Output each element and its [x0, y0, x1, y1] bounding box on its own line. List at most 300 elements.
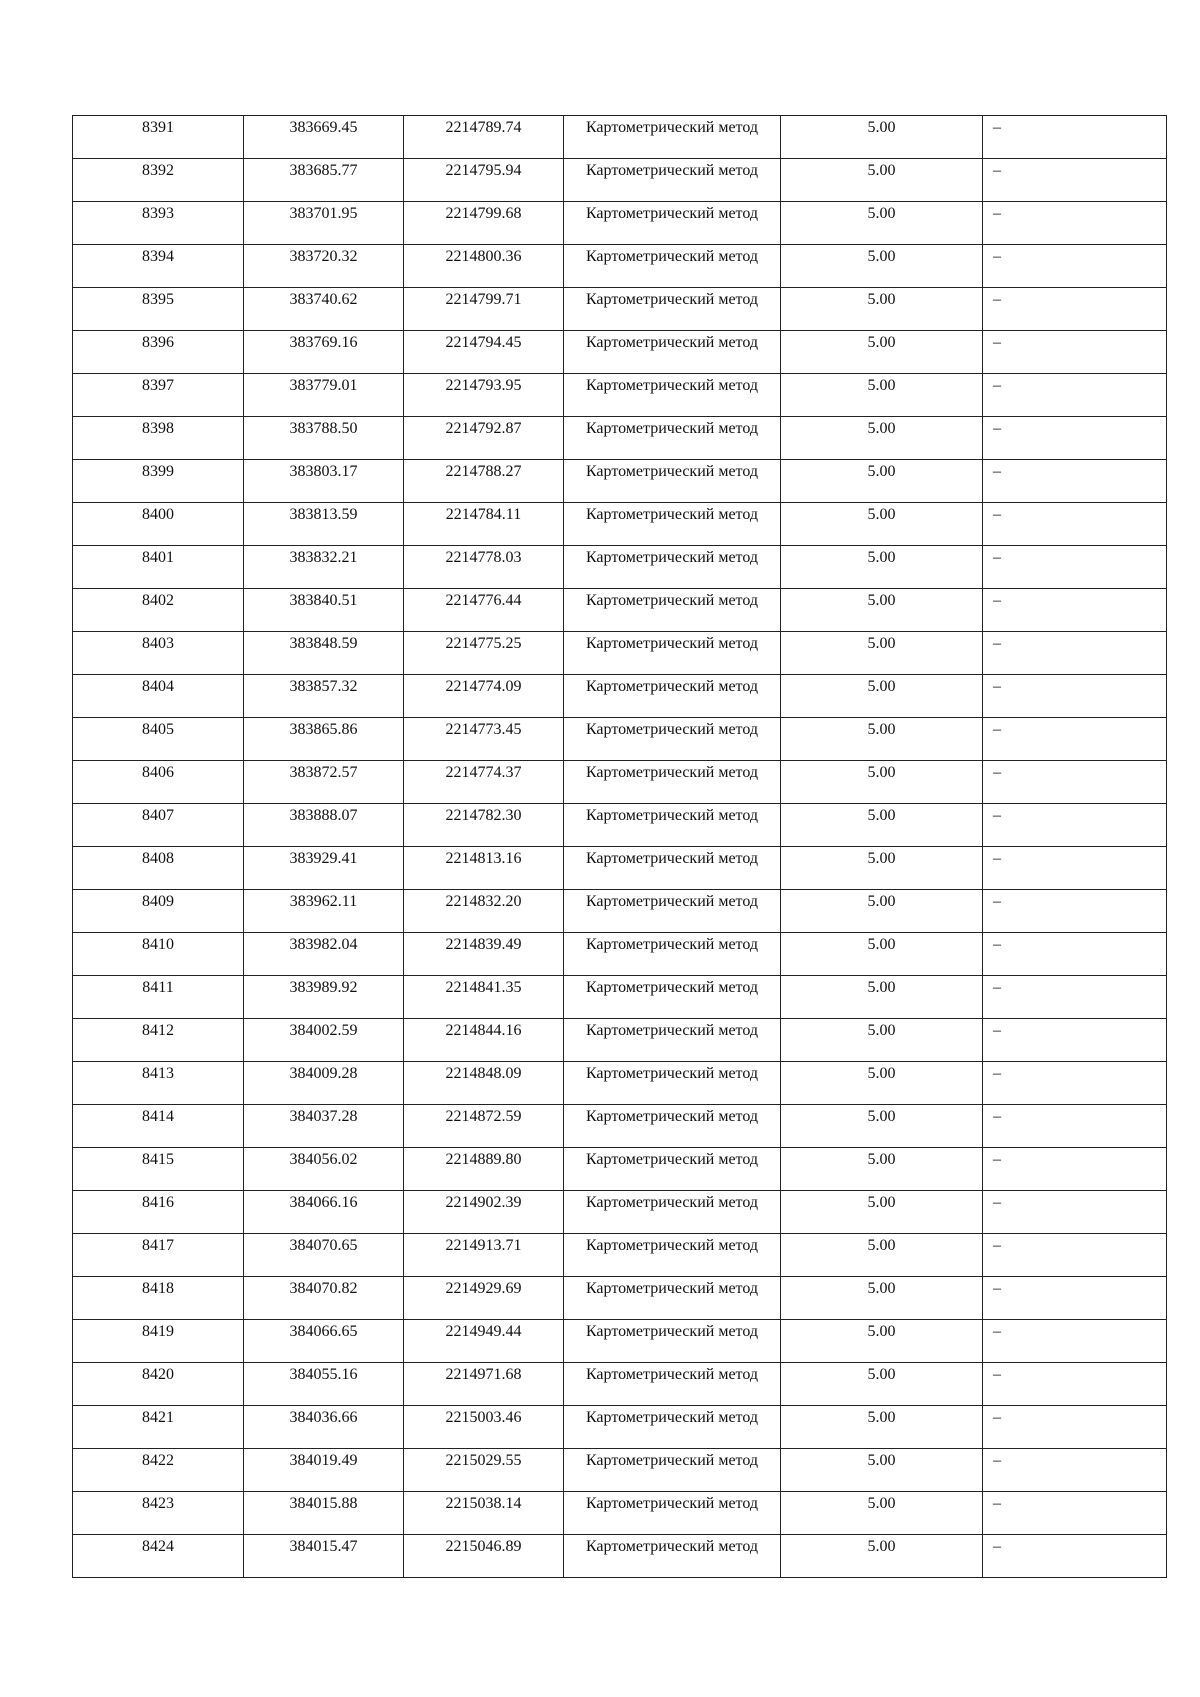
method-cell	[564, 202, 781, 245]
x-coordinate-cell-text: 383962.11	[289, 893, 358, 910]
x-coordinate-cell	[244, 245, 404, 288]
table-row	[73, 1492, 1167, 1535]
accuracy-cell-text: 5.00	[867, 377, 896, 394]
point-number-cell	[73, 1191, 244, 1234]
y-coordinate-cell-text: 2214784.11	[445, 506, 522, 523]
x-coordinate-cell-text: 383848.59	[289, 635, 358, 652]
point-number-cell-text: 8396	[142, 334, 174, 351]
y-coordinate-cell-text: 2214773.45	[445, 721, 522, 738]
accuracy-cell-text: 5.00	[867, 1108, 896, 1125]
method-cell	[564, 1492, 781, 1535]
y-coordinate-cell-text: 2214795.94	[445, 162, 522, 179]
x-coordinate-cell	[244, 804, 404, 847]
table-row	[73, 159, 1167, 202]
y-coordinate-cell	[404, 1277, 564, 1320]
x-coordinate-cell-text: 383989.92	[289, 979, 358, 996]
method-cell	[564, 675, 781, 718]
point-number-cell	[73, 1406, 244, 1449]
accuracy-cell	[781, 1492, 983, 1535]
method-cell-text: Картометрический метод	[585, 1065, 759, 1082]
note-cell-text: –	[993, 1452, 1001, 1469]
note-cell-text: –	[993, 850, 1001, 867]
table-row	[73, 847, 1167, 890]
method-cell-text: Картометрический метод	[585, 1366, 759, 1383]
point-number-cell	[73, 1320, 244, 1363]
x-coordinate-cell	[244, 546, 404, 589]
y-coordinate-cell	[404, 1492, 564, 1535]
point-number-cell-text: 8402	[142, 592, 174, 609]
y-coordinate-cell	[404, 1406, 564, 1449]
method-cell-text: Картометрический метод	[585, 248, 759, 265]
y-coordinate-cell	[404, 460, 564, 503]
x-coordinate-cell	[244, 1277, 404, 1320]
method-cell-text: Картометрический метод	[585, 1194, 759, 1211]
method-cell-text: Картометрический метод	[585, 893, 759, 910]
y-coordinate-cell	[404, 976, 564, 1019]
y-coordinate-cell	[404, 589, 564, 632]
note-cell	[983, 718, 1167, 761]
y-coordinate-cell-text: 2214813.16	[445, 850, 522, 867]
method-cell-text: Картометрический метод	[585, 635, 759, 652]
accuracy-cell	[781, 847, 983, 890]
accuracy-cell	[781, 1406, 983, 1449]
point-number-cell-text: 8421	[142, 1409, 174, 1426]
point-number-cell	[73, 202, 244, 245]
point-number-cell	[73, 288, 244, 331]
accuracy-cell-text: 5.00	[867, 463, 896, 480]
x-coordinate-cell-text: 383740.62	[289, 291, 358, 308]
point-number-cell-text: 8414	[142, 1108, 174, 1125]
note-cell	[983, 1105, 1167, 1148]
note-cell-text: –	[993, 807, 1001, 824]
point-number-cell-text: 8419	[142, 1323, 174, 1340]
y-coordinate-cell-text: 2214774.37	[445, 764, 522, 781]
table-row	[73, 632, 1167, 675]
point-number-cell	[73, 1277, 244, 1320]
method-cell-text: Картометрический метод	[585, 549, 759, 566]
table-row	[73, 1062, 1167, 1105]
table-row	[73, 546, 1167, 589]
point-number-cell	[73, 1492, 244, 1535]
accuracy-cell	[781, 1449, 983, 1492]
y-coordinate-cell	[404, 1019, 564, 1062]
method-cell	[564, 1320, 781, 1363]
point-number-cell	[73, 589, 244, 632]
note-cell	[983, 417, 1167, 460]
point-number-cell-text: 8408	[142, 850, 174, 867]
accuracy-cell	[781, 1019, 983, 1062]
note-cell	[983, 589, 1167, 632]
method-cell-text: Картометрический метод	[585, 162, 759, 179]
table-row	[73, 1406, 1167, 1449]
x-coordinate-cell	[244, 1406, 404, 1449]
y-coordinate-cell-text: 2214792.87	[445, 420, 522, 437]
point-number-cell-text: 8417	[142, 1237, 174, 1254]
method-cell	[564, 847, 781, 890]
accuracy-cell	[781, 503, 983, 546]
method-cell	[564, 159, 781, 202]
table-row	[73, 890, 1167, 933]
accuracy-cell	[781, 245, 983, 288]
y-coordinate-cell	[404, 503, 564, 546]
point-number-cell-text: 8403	[142, 635, 174, 652]
method-cell	[564, 1062, 781, 1105]
y-coordinate-cell	[404, 1535, 564, 1578]
y-coordinate-cell-text: 2214902.39	[445, 1194, 522, 1211]
table-row	[73, 1320, 1167, 1363]
accuracy-cell-text: 5.00	[867, 1280, 896, 1297]
accuracy-cell	[781, 288, 983, 331]
note-cell-text: –	[993, 506, 1001, 523]
x-coordinate-cell	[244, 1320, 404, 1363]
accuracy-cell	[781, 589, 983, 632]
accuracy-cell-text: 5.00	[867, 807, 896, 824]
x-coordinate-cell	[244, 1492, 404, 1535]
x-coordinate-cell-text: 384066.65	[289, 1323, 358, 1340]
y-coordinate-cell	[404, 761, 564, 804]
y-coordinate-cell-text: 2214971.68	[445, 1366, 522, 1383]
accuracy-cell	[781, 417, 983, 460]
y-coordinate-cell	[404, 1062, 564, 1105]
table-row	[73, 976, 1167, 1019]
accuracy-cell-text: 5.00	[867, 1194, 896, 1211]
note-cell	[983, 933, 1167, 976]
point-number-cell	[73, 761, 244, 804]
method-cell	[564, 503, 781, 546]
y-coordinate-cell-text: 2214789.74	[445, 119, 522, 136]
table-row	[73, 1148, 1167, 1191]
point-number-cell-text: 8397	[142, 377, 174, 394]
accuracy-cell-text: 5.00	[867, 936, 896, 953]
y-coordinate-cell-text: 2214774.09	[445, 678, 522, 695]
point-number-cell	[73, 675, 244, 718]
point-number-cell	[73, 116, 244, 159]
method-cell	[564, 245, 781, 288]
point-number-cell	[73, 1105, 244, 1148]
accuracy-cell-text: 5.00	[867, 1237, 896, 1254]
x-coordinate-cell	[244, 847, 404, 890]
note-cell-text: –	[993, 1065, 1001, 1082]
accuracy-cell	[781, 890, 983, 933]
method-cell-text: Картометрический метод	[585, 1409, 759, 1426]
coordinates-table-body	[73, 116, 1167, 1578]
note-cell-text: –	[993, 764, 1001, 781]
accuracy-cell	[781, 159, 983, 202]
point-number-cell	[73, 1449, 244, 1492]
point-number-cell-text: 8418	[142, 1280, 174, 1297]
x-coordinate-cell	[244, 718, 404, 761]
point-number-cell	[73, 1535, 244, 1578]
note-cell-text: –	[993, 1108, 1001, 1125]
y-coordinate-cell	[404, 1363, 564, 1406]
note-cell	[983, 245, 1167, 288]
note-cell	[983, 1363, 1167, 1406]
method-cell-text: Картометрический метод	[585, 506, 759, 523]
table-row	[73, 1019, 1167, 1062]
note-cell	[983, 804, 1167, 847]
method-cell	[564, 116, 781, 159]
point-number-cell	[73, 374, 244, 417]
point-number-cell	[73, 159, 244, 202]
x-coordinate-cell-text: 384070.82	[289, 1280, 358, 1297]
note-cell-text: –	[993, 1022, 1001, 1039]
method-cell-text: Картометрический метод	[585, 979, 759, 996]
accuracy-cell-text: 5.00	[867, 334, 896, 351]
note-cell	[983, 116, 1167, 159]
method-cell	[564, 718, 781, 761]
table-row	[73, 1535, 1167, 1578]
note-cell-text: –	[993, 1194, 1001, 1211]
note-cell	[983, 288, 1167, 331]
note-cell	[983, 503, 1167, 546]
note-cell	[983, 1320, 1167, 1363]
accuracy-cell-text: 5.00	[867, 592, 896, 609]
accuracy-cell	[781, 546, 983, 589]
note-cell-text: –	[993, 291, 1001, 308]
note-cell-text: –	[993, 1237, 1001, 1254]
accuracy-cell-text: 5.00	[867, 1409, 896, 1426]
table-row	[73, 933, 1167, 976]
note-cell-text: –	[993, 205, 1001, 222]
note-cell-text: –	[993, 549, 1001, 566]
table-row	[73, 202, 1167, 245]
method-cell	[564, 804, 781, 847]
y-coordinate-cell	[404, 1148, 564, 1191]
y-coordinate-cell	[404, 804, 564, 847]
x-coordinate-cell	[244, 1105, 404, 1148]
y-coordinate-cell	[404, 417, 564, 460]
x-coordinate-cell-text: 383685.77	[289, 162, 358, 179]
note-cell-text: –	[993, 1538, 1001, 1555]
x-coordinate-cell	[244, 1535, 404, 1578]
y-coordinate-cell	[404, 847, 564, 890]
point-number-cell	[73, 460, 244, 503]
accuracy-cell	[781, 632, 983, 675]
note-cell-text: –	[993, 893, 1001, 910]
point-number-cell-text: 8399	[142, 463, 174, 480]
accuracy-cell	[781, 1148, 983, 1191]
note-cell	[983, 159, 1167, 202]
point-number-cell	[73, 804, 244, 847]
method-cell	[564, 1363, 781, 1406]
y-coordinate-cell	[404, 202, 564, 245]
y-coordinate-cell-text: 2214929.69	[445, 1280, 522, 1297]
document-page	[72, 115, 1150, 1578]
x-coordinate-cell	[244, 374, 404, 417]
x-coordinate-cell-text: 384070.65	[289, 1237, 358, 1254]
method-cell-text: Картометрический метод	[585, 205, 759, 222]
point-number-cell-text: 8407	[142, 807, 174, 824]
method-cell	[564, 417, 781, 460]
method-cell	[564, 1406, 781, 1449]
point-number-cell-text: 8420	[142, 1366, 174, 1383]
accuracy-cell-text: 5.00	[867, 162, 896, 179]
x-coordinate-cell-text: 384037.28	[289, 1108, 358, 1125]
table-row	[73, 718, 1167, 761]
method-cell-text: Картометрический метод	[585, 1452, 759, 1469]
y-coordinate-cell-text: 2214782.30	[445, 807, 522, 824]
note-cell	[983, 847, 1167, 890]
x-coordinate-cell-text: 384036.66	[289, 1409, 358, 1426]
table-row	[73, 675, 1167, 718]
y-coordinate-cell-text: 2214841.35	[445, 979, 522, 996]
x-coordinate-cell-text: 383872.57	[289, 764, 358, 781]
method-cell-text: Картометрический метод	[585, 850, 759, 867]
note-cell-text: –	[993, 721, 1001, 738]
accuracy-cell-text: 5.00	[867, 119, 896, 136]
method-cell	[564, 1277, 781, 1320]
y-coordinate-cell	[404, 718, 564, 761]
y-coordinate-cell	[404, 1320, 564, 1363]
y-coordinate-cell	[404, 546, 564, 589]
x-coordinate-cell-text: 384015.88	[289, 1495, 358, 1512]
method-cell-text: Картометрический метод	[585, 721, 759, 738]
y-coordinate-cell-text: 2214832.20	[445, 893, 522, 910]
y-coordinate-cell-text: 2214793.95	[445, 377, 522, 394]
method-cell	[564, 1234, 781, 1277]
method-cell-text: Картометрический метод	[585, 1323, 759, 1340]
accuracy-cell-text: 5.00	[867, 979, 896, 996]
note-cell-text: –	[993, 678, 1001, 695]
note-cell-text: –	[993, 979, 1001, 996]
accuracy-cell	[781, 1320, 983, 1363]
accuracy-cell	[781, 331, 983, 374]
accuracy-cell	[781, 374, 983, 417]
accuracy-cell	[781, 718, 983, 761]
accuracy-cell	[781, 761, 983, 804]
note-cell	[983, 1449, 1167, 1492]
y-coordinate-cell	[404, 890, 564, 933]
x-coordinate-cell	[244, 1191, 404, 1234]
x-coordinate-cell	[244, 159, 404, 202]
y-coordinate-cell-text: 2214776.44	[445, 592, 522, 609]
note-cell-text: –	[993, 1495, 1001, 1512]
x-coordinate-cell	[244, 460, 404, 503]
point-number-cell	[73, 976, 244, 1019]
accuracy-cell-text: 5.00	[867, 420, 896, 437]
point-number-cell-text: 8394	[142, 248, 174, 265]
note-cell-text: –	[993, 377, 1001, 394]
table-row	[73, 1234, 1167, 1277]
note-cell	[983, 890, 1167, 933]
y-coordinate-cell-text: 2214799.68	[445, 205, 522, 222]
accuracy-cell-text: 5.00	[867, 549, 896, 566]
accuracy-cell-text: 5.00	[867, 506, 896, 523]
note-cell	[983, 1277, 1167, 1320]
point-number-cell	[73, 890, 244, 933]
method-cell	[564, 1148, 781, 1191]
accuracy-cell	[781, 1062, 983, 1105]
table-row	[73, 1449, 1167, 1492]
method-cell-text: Картометрический метод	[585, 377, 759, 394]
point-number-cell-text: 8409	[142, 893, 174, 910]
accuracy-cell	[781, 1277, 983, 1320]
y-coordinate-cell-text: 2214778.03	[445, 549, 522, 566]
y-coordinate-cell-text: 2214839.49	[445, 936, 522, 953]
point-number-cell-text: 8391	[142, 119, 174, 136]
note-cell	[983, 374, 1167, 417]
method-cell	[564, 632, 781, 675]
note-cell	[983, 1492, 1167, 1535]
y-coordinate-cell	[404, 159, 564, 202]
y-coordinate-cell-text: 2215029.55	[445, 1452, 522, 1469]
x-coordinate-cell	[244, 1234, 404, 1277]
note-cell	[983, 1234, 1167, 1277]
accuracy-cell-text: 5.00	[867, 248, 896, 265]
method-cell	[564, 374, 781, 417]
point-number-cell-text: 8423	[142, 1495, 174, 1512]
accuracy-cell-text: 5.00	[867, 893, 896, 910]
accuracy-cell-text: 5.00	[867, 1022, 896, 1039]
y-coordinate-cell-text: 2214848.09	[445, 1065, 522, 1082]
y-coordinate-cell	[404, 933, 564, 976]
accuracy-cell-text: 5.00	[867, 1538, 896, 1555]
accuracy-cell-text: 5.00	[867, 1323, 896, 1340]
y-coordinate-cell-text: 2214794.45	[445, 334, 522, 351]
y-coordinate-cell-text: 2214800.36	[445, 248, 522, 265]
accuracy-cell	[781, 1363, 983, 1406]
table-row	[73, 460, 1167, 503]
y-coordinate-cell-text: 2214775.25	[445, 635, 522, 652]
point-number-cell-text: 8406	[142, 764, 174, 781]
y-coordinate-cell	[404, 331, 564, 374]
table-row	[73, 288, 1167, 331]
point-number-cell-text: 8393	[142, 205, 174, 222]
method-cell	[564, 1105, 781, 1148]
note-cell-text: –	[993, 119, 1001, 136]
method-cell	[564, 761, 781, 804]
point-number-cell-text: 8411	[142, 979, 174, 996]
point-number-cell-text: 8424	[142, 1538, 174, 1555]
point-number-cell-text: 8400	[142, 506, 174, 523]
accuracy-cell-text: 5.00	[867, 678, 896, 695]
accuracy-cell	[781, 933, 983, 976]
y-coordinate-cell-text: 2215046.89	[445, 1538, 522, 1555]
y-coordinate-cell-text: 2214844.16	[445, 1022, 522, 1039]
accuracy-cell-text: 5.00	[867, 850, 896, 867]
note-cell	[983, 1148, 1167, 1191]
table-row	[73, 331, 1167, 374]
table-row	[73, 804, 1167, 847]
x-coordinate-cell-text: 383813.59	[289, 506, 358, 523]
x-coordinate-cell-text: 384015.47	[289, 1538, 358, 1555]
method-cell	[564, 1535, 781, 1578]
x-coordinate-cell-text: 383669.45	[289, 119, 358, 136]
y-coordinate-cell	[404, 116, 564, 159]
note-cell-text: –	[993, 1366, 1001, 1383]
method-cell-text: Картометрический метод	[585, 592, 759, 609]
accuracy-cell	[781, 1535, 983, 1578]
table-row	[73, 589, 1167, 632]
x-coordinate-cell	[244, 1449, 404, 1492]
x-coordinate-cell	[244, 202, 404, 245]
x-coordinate-cell	[244, 503, 404, 546]
method-cell-text: Картометрический метод	[585, 334, 759, 351]
x-coordinate-cell-text: 384002.59	[289, 1022, 358, 1039]
table-row	[73, 374, 1167, 417]
accuracy-cell	[781, 1191, 983, 1234]
method-cell-text: Картометрический метод	[585, 119, 759, 136]
x-coordinate-cell	[244, 589, 404, 632]
x-coordinate-cell	[244, 288, 404, 331]
x-coordinate-cell-text: 383720.32	[289, 248, 358, 265]
point-number-cell-text: 8415	[142, 1151, 174, 1168]
accuracy-cell	[781, 804, 983, 847]
accuracy-cell-text: 5.00	[867, 635, 896, 652]
note-cell	[983, 546, 1167, 589]
note-cell-text: –	[993, 334, 1001, 351]
x-coordinate-cell	[244, 1148, 404, 1191]
